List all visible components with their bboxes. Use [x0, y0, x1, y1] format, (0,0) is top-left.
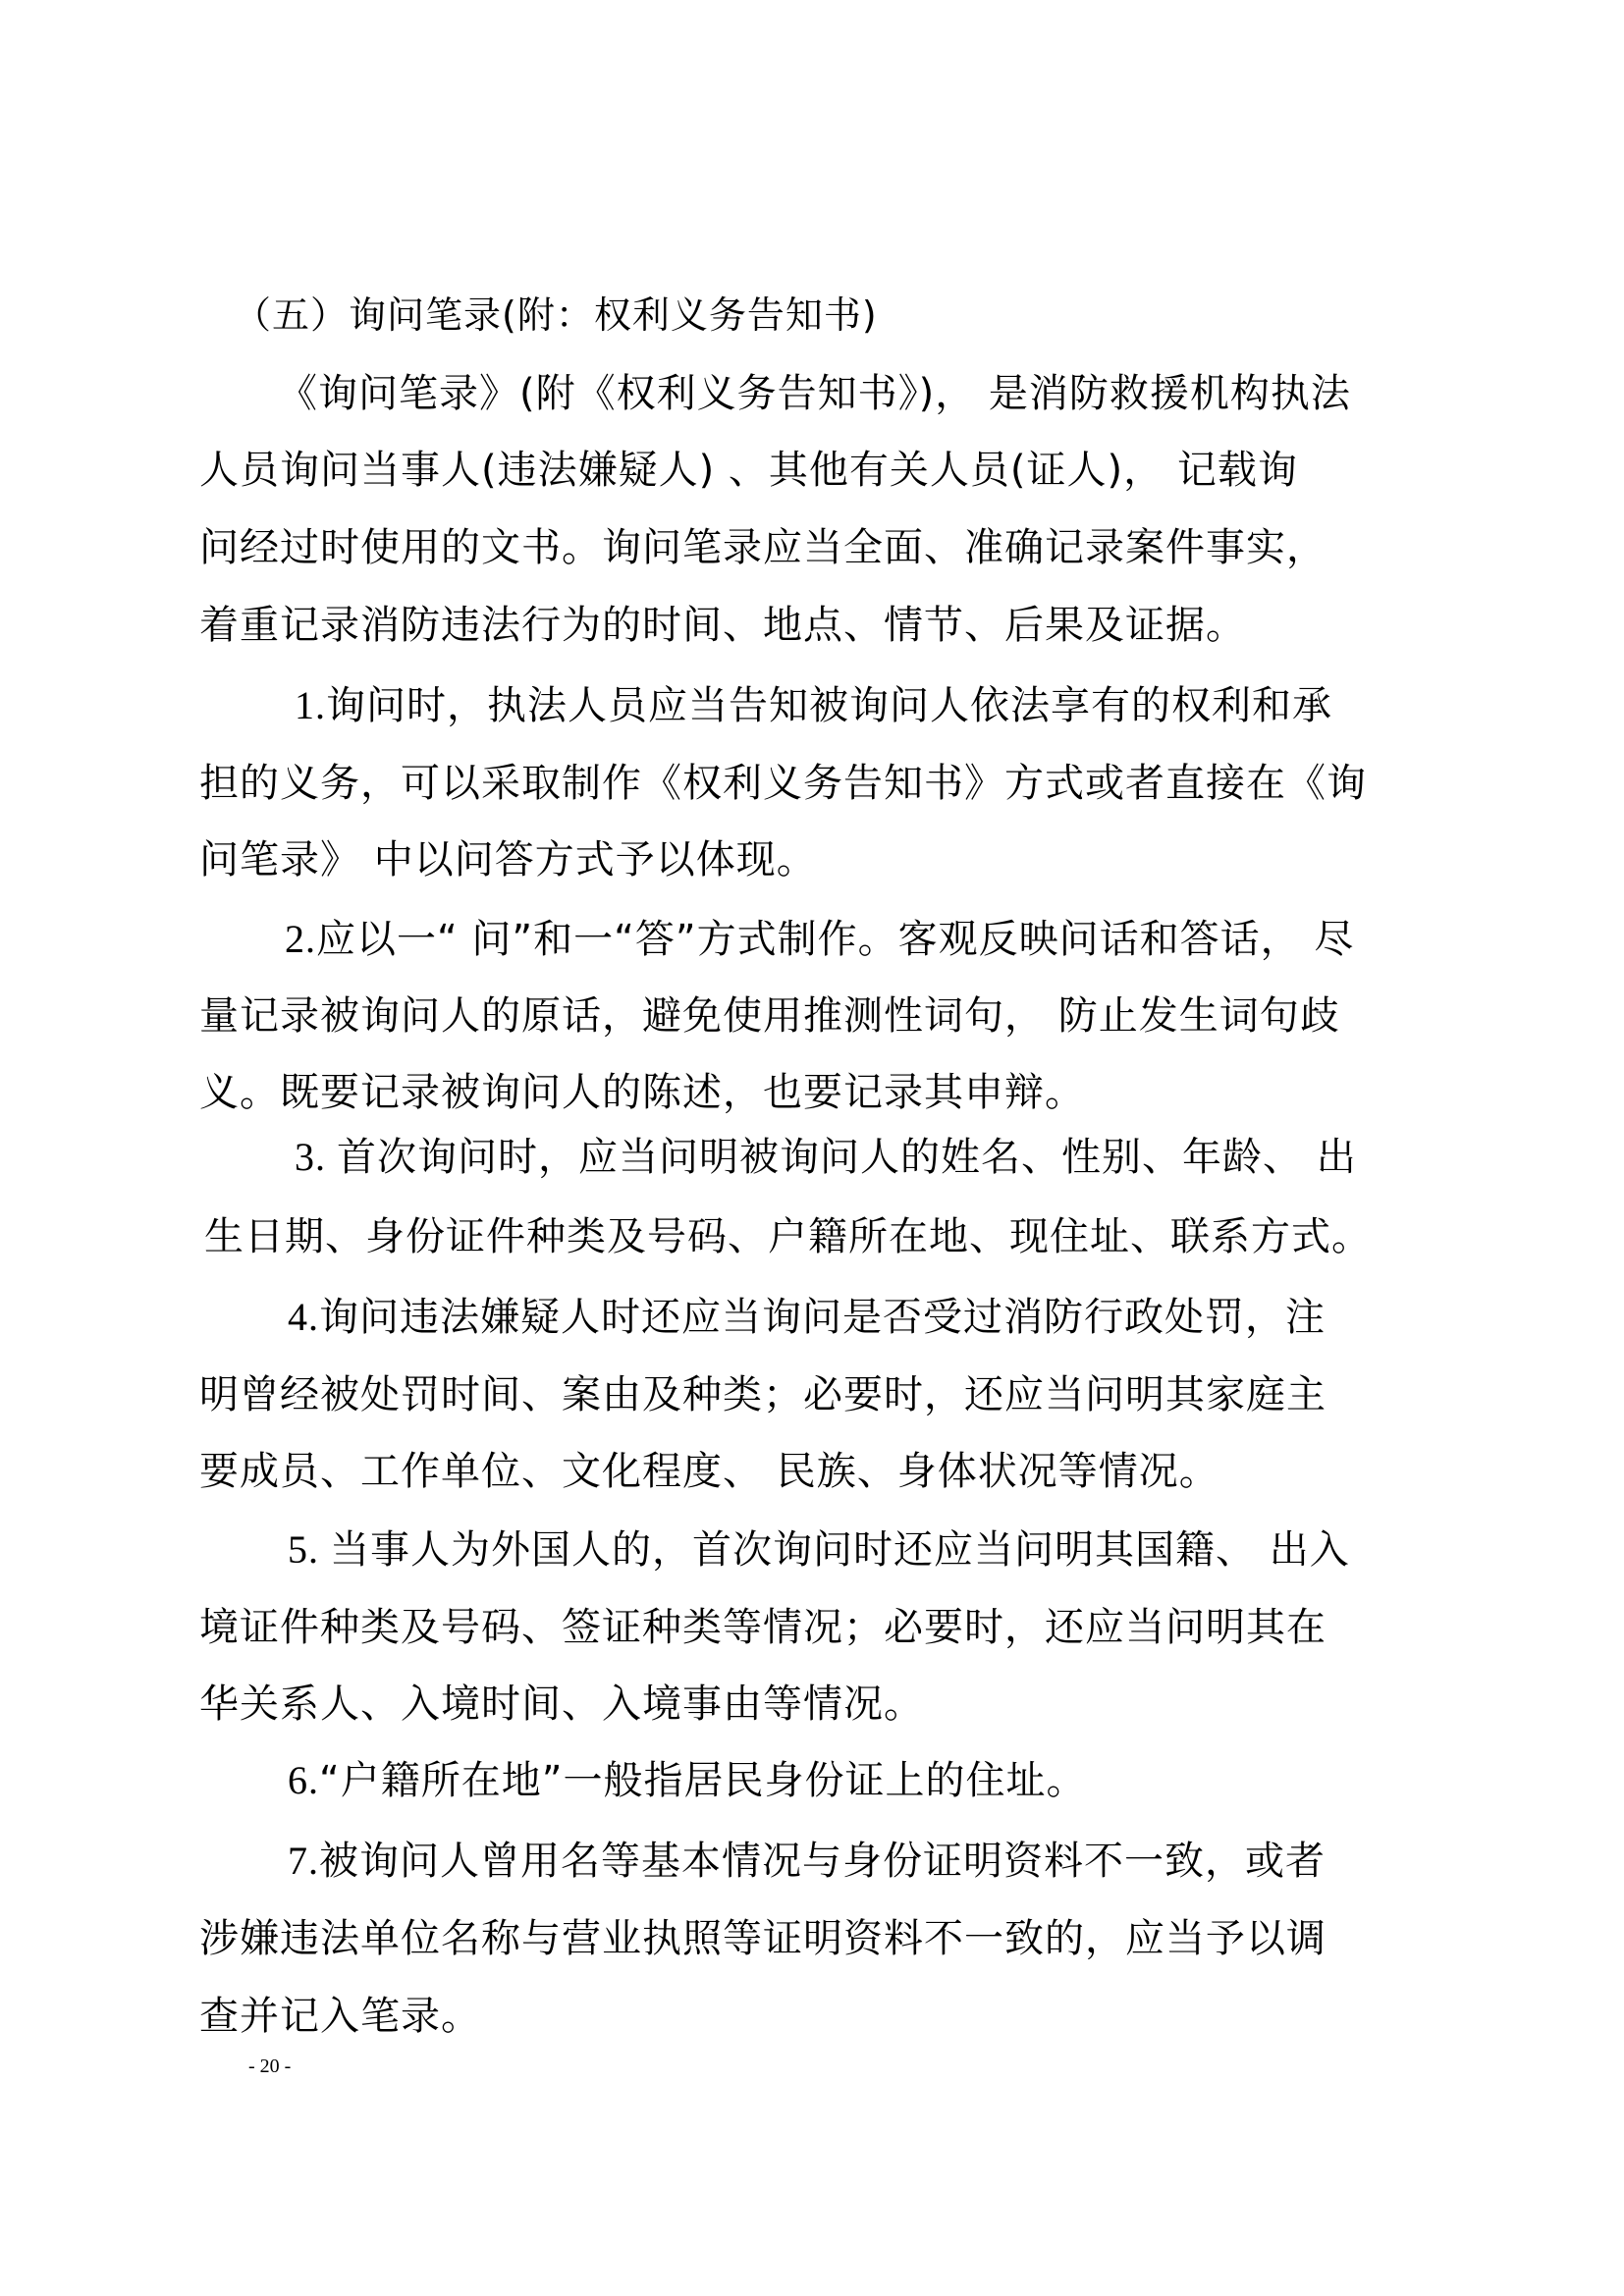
- item-1-line-1: 1.询问时，执法人员应当告知被询问人依法享有的权利和承: [295, 683, 1332, 728]
- intro-line-2: 人员询问当事人(违法嫌疑人) 、其他有关人员(证人)， 记载询: [199, 448, 1298, 493]
- item-3-line-1: 3. 首次询问时，应当问明被询问人的姓名、性别、年龄、 出: [295, 1135, 1357, 1180]
- intro-line-1: 《询问笔录》(附《权利义务告知书》)， 是消防救援机构执法: [278, 371, 1351, 416]
- item-4-number: 4.: [288, 1295, 319, 1339]
- item-1-number: 1.: [295, 683, 326, 727]
- page-number: - 20 -: [248, 2056, 292, 2077]
- section-heading: （五）询问笔录(附：权利义务告知书): [234, 294, 878, 337]
- item-3-number: 3.: [295, 1135, 337, 1179]
- item-1-line-3: 问笔录》 中以问答方式予以体现。: [199, 837, 817, 882]
- intro-line-3: 问经过时使用的文书。询问笔录应当全面、准确记录案件事实，: [199, 525, 1326, 570]
- item-5-line-1: 5. 当事人为外国人的，首次询问时还应当问明其国籍、 出入: [288, 1527, 1350, 1573]
- item-3-line-2: 生日期、身份证件种类及号码、户籍所在地、现住址、联系方式。: [204, 1214, 1372, 1259]
- item-2-line-3: 义。既要记录被询问人的陈述，也要记录其申辩。: [199, 1070, 1085, 1115]
- item-1-line-2: 担的义务，可以采取制作《权利义务告知书》方式或者直接在《询: [199, 761, 1367, 806]
- item-7-line-2: 涉嫌违法单位名称与营业执照等证明资料不一致的，应当予以调: [199, 1916, 1326, 1961]
- item-7-line-3: 查并记入笔录。: [199, 1994, 481, 2039]
- item-2-line-1: 2.应以一“ 问”和一“答”方式制作。客观反映问话和答话， 尽: [285, 917, 1355, 962]
- item-5-number: 5.: [288, 1527, 330, 1572]
- item-5-line-3: 华关系人、入境时间、入境事由等情况。: [199, 1682, 924, 1727]
- item-4-line-1: 4.询问违法嫌疑人时还应当询问是否受过消防行政处罚，注: [288, 1295, 1326, 1340]
- item-6-line-1: 6.“户籍所在地”一般指居民身份证上的住址。: [288, 1758, 1087, 1803]
- item-5-line-2: 境证件种类及号码、签证种类等情况；必要时，还应当问明其在: [199, 1605, 1326, 1650]
- item-2-line-2: 量记录被询问人的原话，避免使用推测性词句， 防止发生词句歧: [199, 993, 1340, 1039]
- intro-line-4: 着重记录消防违法行为的时间、地点、情节、后果及证据。: [199, 603, 1246, 648]
- item-4-line-3: 要成员、工作单位、文化程度、 民族、身体状况等情况。: [199, 1449, 1219, 1494]
- item-4-line-2: 明曾经被处罚时间、案由及种类；必要时，还应当问明其家庭主: [199, 1372, 1326, 1417]
- item-7-line-1: 7.被询问人曾用名等基本情况与身份证明资料不一致，或者: [288, 1839, 1326, 1884]
- item-2-number: 2.: [285, 917, 316, 961]
- item-6-number: 6.: [288, 1758, 319, 1802]
- item-7-number: 7.: [288, 1839, 319, 1883]
